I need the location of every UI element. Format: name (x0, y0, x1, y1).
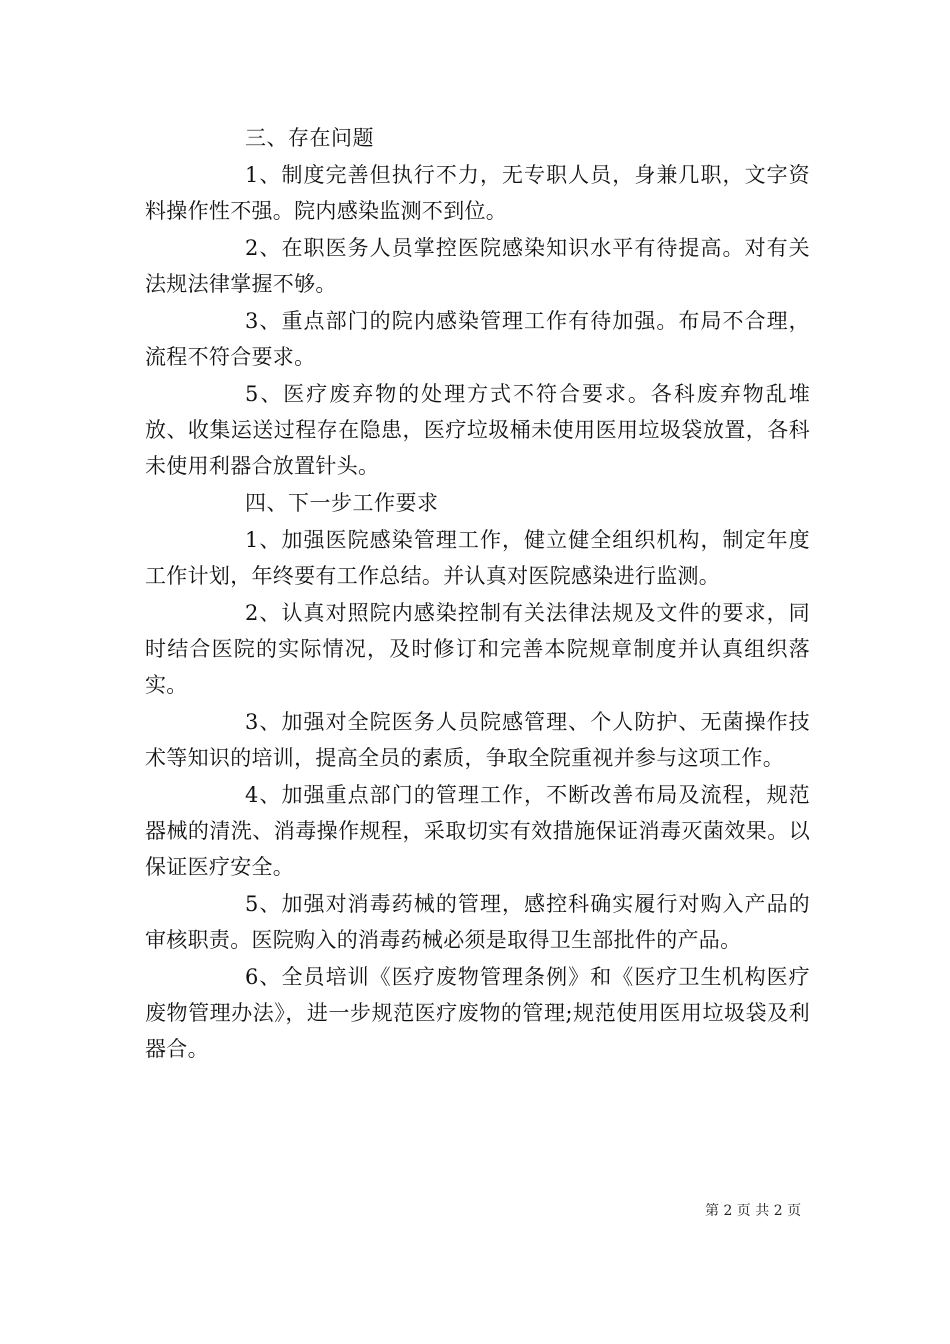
section-problems (145, 120, 810, 484)
section-heading: 四、下一步工作要求 (245, 491, 439, 515)
section-next-steps (145, 485, 810, 1067)
paragraph: 4、加强重点部门的管理工作，不断改善布局及流程，规范器械的清洗、消毒操作规程，采取切实有效措施保证消毒灭菌效果。以保证医疗安全。 (145, 783, 810, 879)
section-heading: 三、存在问题 (245, 126, 374, 150)
paragraph: 5、加强对消毒药械的管理，感控科确实履行对购入产品的审核职责。医院购入的消毒药械必须是取得卫生部批件的产品。 (145, 892, 810, 952)
paragraph: 6、全员培训《医疗废物管理条例》和《医疗卫生机构医疗废物管理办法》，进一步规范医疗废物的管理;规范使用医用垃圾袋及利器合。 (145, 965, 810, 1061)
paragraph: 1、制度完善但执行不力，无专职人员，身兼几职，文字资料操作性不强。院内感染监测不到位。 (145, 163, 810, 223)
page-number: 第 2 页 共 2 页 (705, 1203, 802, 1219)
paragraph: 3、重点部门的院内感染管理工作有待加强。布局不合理，流程不符合要求。 (145, 309, 810, 369)
paragraph: 1、加强医院感染管理工作，健立健全组织机构，制定年度工作计划，年终要有工作总结。并认真对医院感染进行监测。 (145, 528, 810, 588)
paragraph: 3、加强对全院医务人员院感管理、个人防护、无菌操作技术等知识的培训，提高全员的素质，争取全院重视并参与这项工作。 (145, 710, 810, 770)
paragraph: 5、医疗废弃物的处理方式不符合要求。各科废弃物乱堆放、收集运送过程存在隐患，医疗垃圾桶未使用医用垃圾袋放置，各科未使用利器合放置针头。 (145, 382, 810, 478)
document-body (145, 120, 810, 1068)
paragraph: 2、认真对照院内感染控制有关法律法规及文件的要求，同时结合医院的实际情况，及时修订和完善本院规章制度并认真组织落实。 (145, 601, 810, 697)
paragraph: 2、在职医务人员掌控医院感染知识水平有待提高。对有关法规法律掌握不够。 (145, 236, 810, 296)
